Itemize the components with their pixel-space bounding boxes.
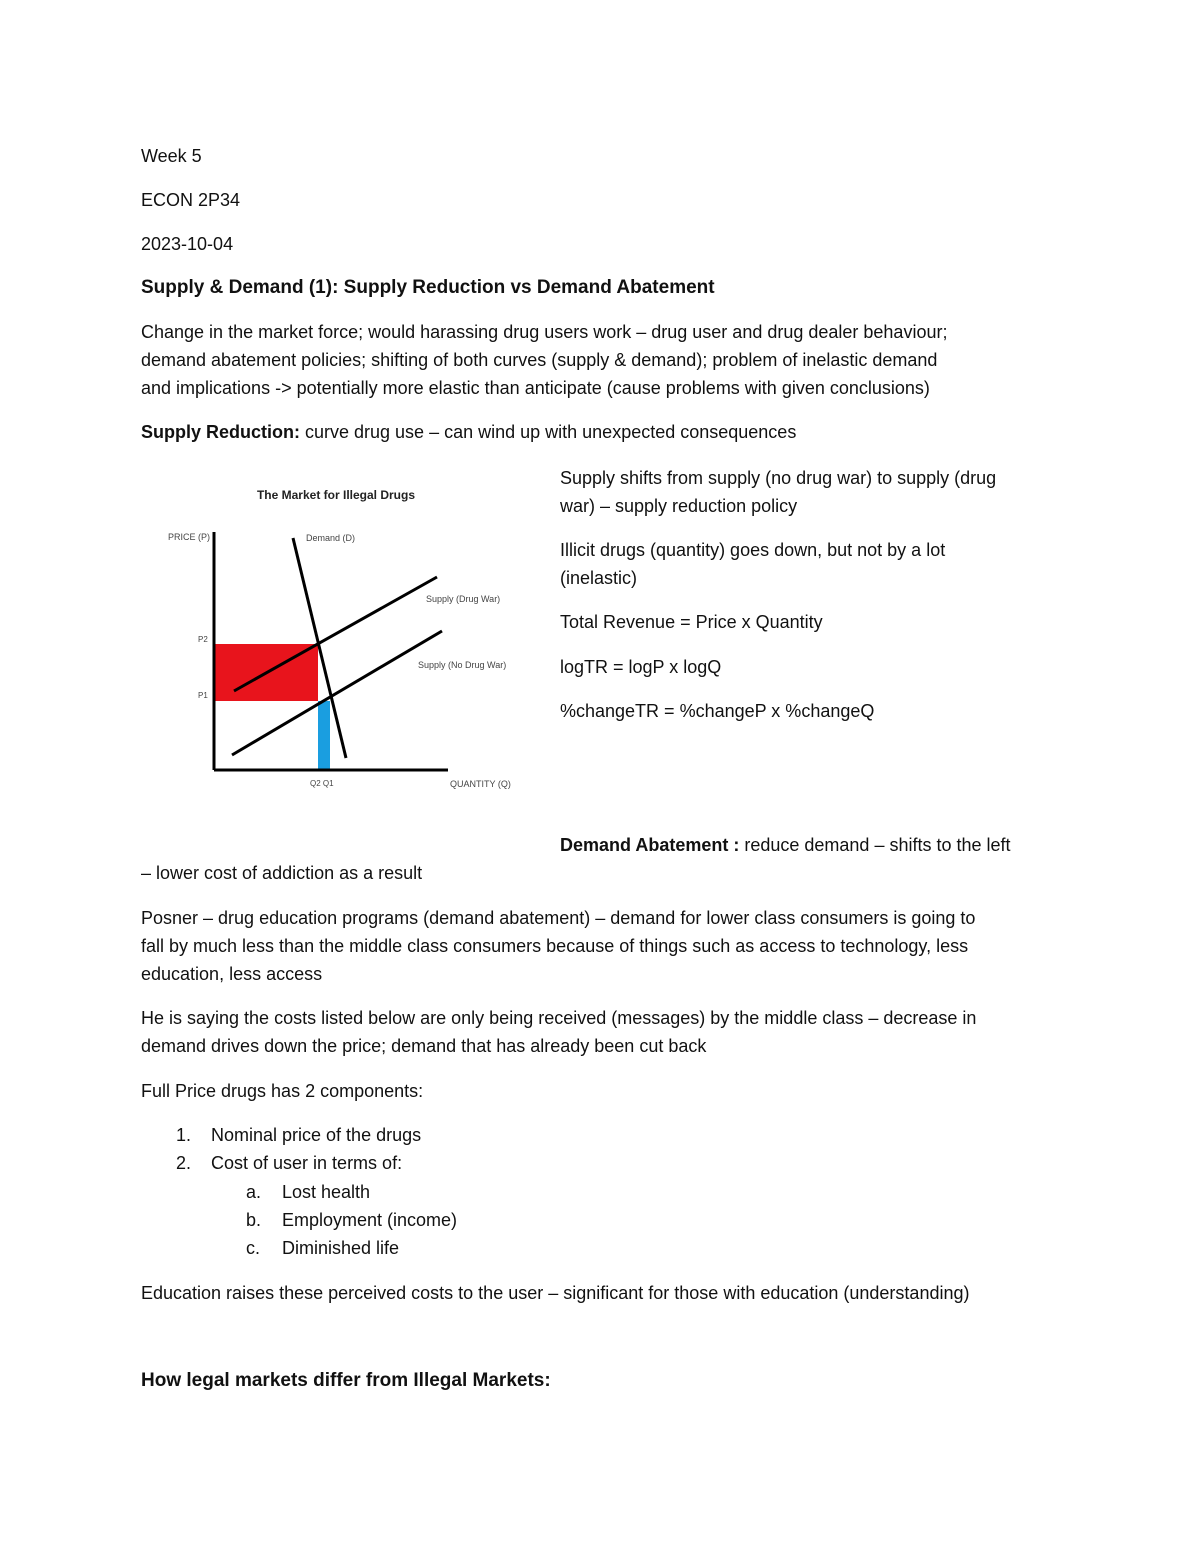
costs-paragraph-line: He is saying the costs listed below are only being received (messages) by the middle class – decrease in	[141, 1008, 977, 1028]
quantity-loss-area	[318, 701, 330, 770]
supply-drug-war-curve	[234, 577, 437, 691]
sub-list-marker: c.	[246, 1238, 261, 1258]
sub-list-marker: b.	[246, 1210, 262, 1230]
total-revenue-formula: Total Revenue = Price x Quantity	[560, 612, 823, 632]
illicit-drugs-note-line: Illicit drugs (quantity) goes down, but not by a lot	[560, 540, 946, 560]
intro-paragraph-line: demand abatement policies; shifting of both curves (supply & demand); problem of inelastic demand	[141, 350, 938, 370]
figure-title: The Market for Illegal Drugs	[256, 488, 416, 502]
list-marker: 1.	[176, 1125, 192, 1145]
lecture-date: 2023-10-04	[141, 234, 234, 254]
supply-shift-note-line: war) – supply reduction policy	[560, 496, 798, 516]
p2-label: P2	[198, 635, 208, 644]
supply-drug-war-label: Supply (Drug War)	[426, 594, 501, 604]
demand-abatement-paragraph	[560, 831, 1011, 859]
list-item-text: Cost of user in terms of:	[211, 1153, 403, 1173]
supply-reduction-text: curve drug use – can wind up with unexpected consequences	[300, 422, 797, 442]
costs-paragraph-line: demand drives down the price; demand that has already been cut back	[141, 1036, 707, 1056]
demand-abatement-continuation: – lower cost of addiction as a result	[141, 863, 423, 883]
intro-paragraph-line: Change in the market force; would harassing drug users work – drug user and drug dealer behaviour;	[141, 322, 948, 342]
price-axis-label: PRICE (P)	[168, 532, 211, 542]
pct-change-tr-formula: %changeTR = %changeP x %changeQ	[560, 701, 875, 721]
supply-reduction-label: Supply Reduction:	[141, 422, 300, 442]
sub-list-item-text: Lost health	[282, 1182, 371, 1202]
supply-reduction-paragraph	[141, 418, 796, 446]
education-paragraph: Education raises these perceived costs to the user – significant for those with education (understanding)	[141, 1283, 970, 1303]
supply-no-drug-war-label: Supply (No Drug War)	[418, 660, 507, 670]
list-marker: 2.	[176, 1153, 192, 1173]
posner-paragraph-line: Posner – drug education programs (demand abatement) – demand for lower class consumers is going to	[141, 908, 976, 928]
log-tr-formula: logTR = logP x logQ	[560, 657, 722, 677]
demand-abatement-text: reduce demand – shifts to the left	[739, 835, 1011, 855]
section-heading-supply-demand: Supply & Demand (1): Supply Reduction vs Demand Abatement	[141, 277, 715, 298]
section-heading-legal-vs-illegal: How legal markets differ from Illegal Markets:	[141, 1370, 551, 1391]
quantity-points-label: Q2 Q1	[310, 779, 334, 788]
supply-shift-note-line: Supply shifts from supply (no drug war) to supply (drug	[560, 468, 997, 488]
course-code: ECON 2P34	[141, 190, 241, 210]
p1-label: P1	[198, 691, 208, 700]
full-price-intro: Full Price drugs has 2 components:	[141, 1081, 424, 1101]
illegal-drugs-market-figure	[160, 470, 530, 800]
sub-list-item-text: Diminished life	[282, 1238, 400, 1258]
sub-list-item-text: Employment (income)	[282, 1210, 458, 1230]
illicit-drugs-note-line: (inelastic)	[560, 568, 638, 588]
list-item-text: Nominal price of the drugs	[211, 1125, 422, 1145]
week-label: Week 5	[141, 146, 202, 166]
demand-curve-label: Demand (D)	[306, 533, 356, 543]
posner-paragraph-line: fall by much less than the middle class consumers because of things such as access to technology, less	[141, 936, 969, 956]
demand-abatement-label: Demand Abatement :	[560, 835, 740, 855]
sub-list-marker: a.	[246, 1182, 262, 1202]
intro-paragraph-line: and implications -> potentially more elastic than anticipate (cause problems with given conclusions)	[141, 378, 930, 398]
posner-paragraph-line: education, less access	[141, 964, 323, 984]
quantity-axis-label: QUANTITY (Q)	[450, 779, 511, 789]
